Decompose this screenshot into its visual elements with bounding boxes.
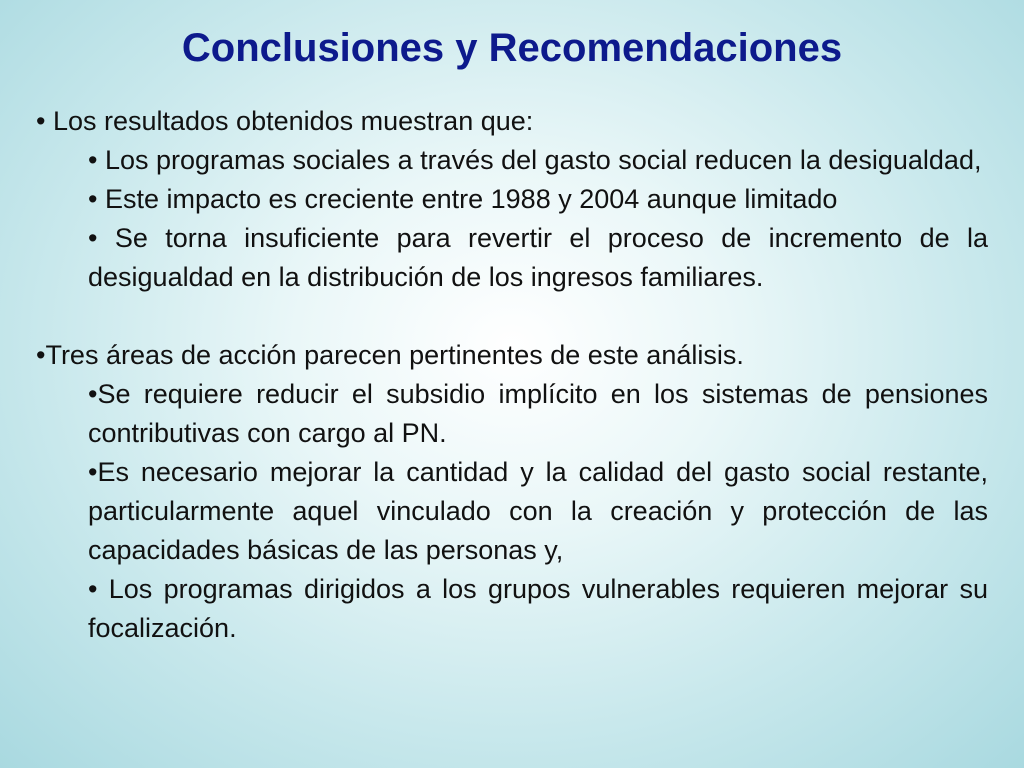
bullet-item: •Es necesario mejorar la cantidad y la calidad del gasto social restante, particularmente aquel vinculado con la creación y protección de las capacidades básicas de las personas y, <box>88 457 988 565</box>
bullet-item: • Este impacto es creciente entre 1988 y 2004 aunque limitado <box>88 184 838 214</box>
bullet-item: • Los programas dirigidos a los grupos vulnerables requieren mejorar su focalización. <box>88 574 988 643</box>
slide-content <box>36 102 988 648</box>
bullet-item: • Se torna insuficiente para revertir el proceso de incremento de la desigualdad en la distribución de los ingresos familiares. <box>88 223 988 292</box>
bullet-item: • Los programas sociales a través del gasto social reducen la desigualdad, <box>88 145 982 175</box>
section-results <box>36 102 988 297</box>
section-heading: • Los resultados obtenidos muestran que: <box>36 106 534 136</box>
slide-title: Conclusiones y Recomendaciones <box>181 26 843 70</box>
section-action-areas <box>36 336 988 648</box>
section-heading: •Tres áreas de acción parecen pertinentes de este análisis. <box>36 340 744 370</box>
bullet-item: •Se requiere reducir el subsidio implícito en los sistemas de pensiones contributivas con cargo al PN. <box>88 379 988 448</box>
